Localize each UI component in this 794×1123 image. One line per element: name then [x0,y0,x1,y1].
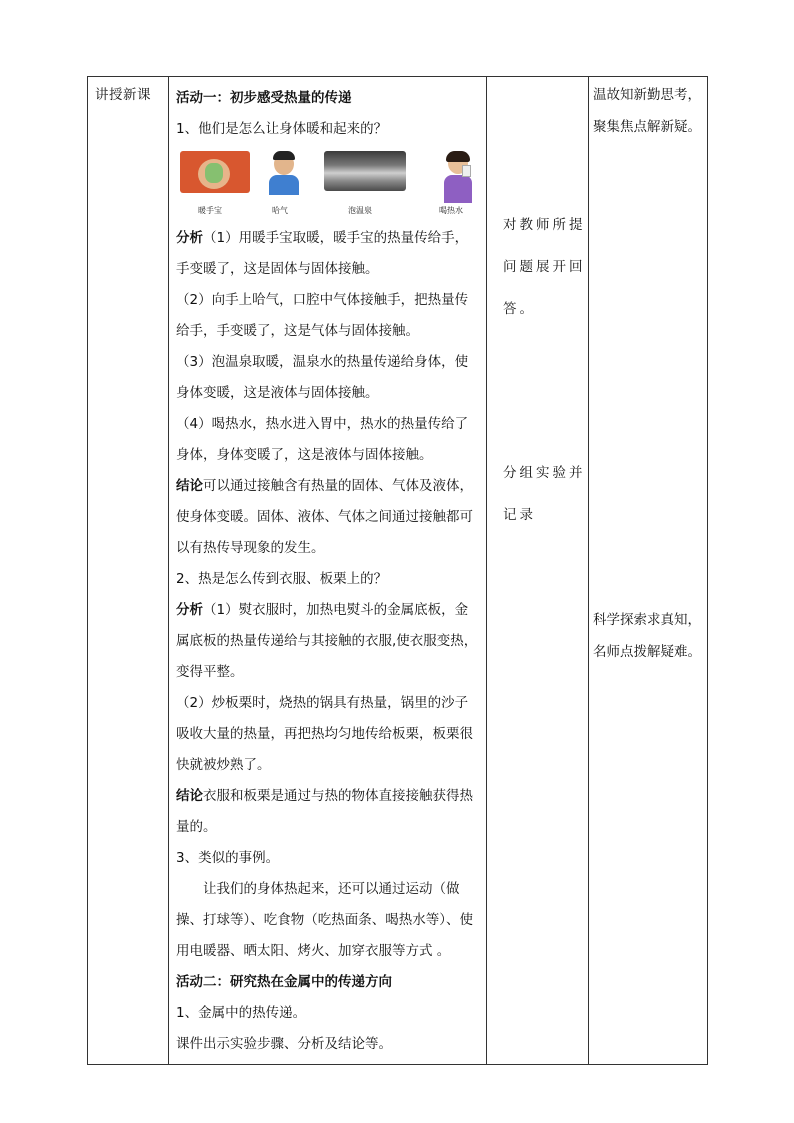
activity-images [176,151,480,221]
activity2-item: 课件出示实验步骤、分析及结论等。 [176,1036,392,1052]
lesson-plan-table [87,76,708,1065]
student-activity-2: 分组实验并记录 [503,465,586,523]
student-activity-1: 对教师所提问题展开回答。 [503,217,586,317]
design-intent-1: 温故知新勤思考，聚集焦点解新疑。 [593,87,701,135]
design-intent-2: 科学探索求真知，名师点拨解疑难。 [593,612,701,660]
analysis-item: 分析（1）用暖手宝取暖，暖手宝的热量传给手，手变暖了，这是固体与固体接触。 [176,230,469,277]
breathing-boy-image [263,151,303,195]
activity2-title: 活动二：研究热在金属中的传递方向 [176,974,392,990]
teacher-activity-cell [169,77,487,1065]
analysis2-item: （2）炒板栗时，烧热的锅具有热量，锅里的沙子吸收大量的热量，再把热均匀地传给板栗，板栗很快就被炒熟了。 [176,695,473,773]
image-caption: 泡温泉 [348,206,372,215]
question-1: 1、他们是怎么让身体暖和起来的？ [176,121,388,137]
analysis-label: 分析 [176,230,203,246]
question-2: 2、热是怎么传到衣服、板栗上的？ [176,571,388,587]
hot-spring-image [324,151,406,191]
table-row [88,77,708,1065]
analysis-label: 分析 [176,602,203,618]
stage-label: 讲授新课 [95,87,151,103]
analysis-item: （3）泡温泉取暖，温泉水的热量传递给身体，使身体变暖，这是液体与固体接触。 [176,354,469,401]
image-caption: 哈气 [272,206,288,215]
stage-cell [88,77,169,1065]
drinking-girl-image [439,151,477,203]
image-caption: 喝热水 [439,206,463,215]
activity2-item: 1、金属中的热传递。 [176,1005,307,1021]
analysis2-item: 分析（1）熨衣服时，加热电熨斗的金属底板，金属底板的热量传递给与其接触的衣服,使衣服变热，变得平整。 [176,602,478,680]
conclusion-1: 结论可以通过接触含有热量的固体、气体及液体，使身体变暖。固体、液体、气体之间通过接触都可以有热传导现象的发生。 [176,478,473,556]
examples-paragraph: 让我们的身体热起来，还可以通过运动（做操、打球等）、吃食物（吃热面条、喝热水等）、使用电暖器、晒太阳、烤火、加穿衣服等方式 。 [176,881,473,959]
question-3: 3、类似的事例。 [176,850,280,866]
activity1-title: 活动一：初步感受热量的传递 [176,90,352,106]
analysis-item: （4）喝热水，热水进入胃中，热水的热量传给了身体，身体变暖了，这是液体与固体接触。 [176,416,469,463]
design-intent-cell [589,77,708,1065]
conclusion-label: 结论 [176,478,203,494]
conclusion-label: 结论 [176,788,203,804]
hand-warmer-image [180,151,250,193]
analysis-item: （2）向手上哈气，口腔中气体接触手，把热量传给手，手变暖了，这是气体与固体接触。 [176,292,469,339]
conclusion-2: 结论衣服和板栗是通过与热的物体直接接触获得热量的。 [176,788,473,835]
image-caption: 暖手宝 [198,206,222,215]
